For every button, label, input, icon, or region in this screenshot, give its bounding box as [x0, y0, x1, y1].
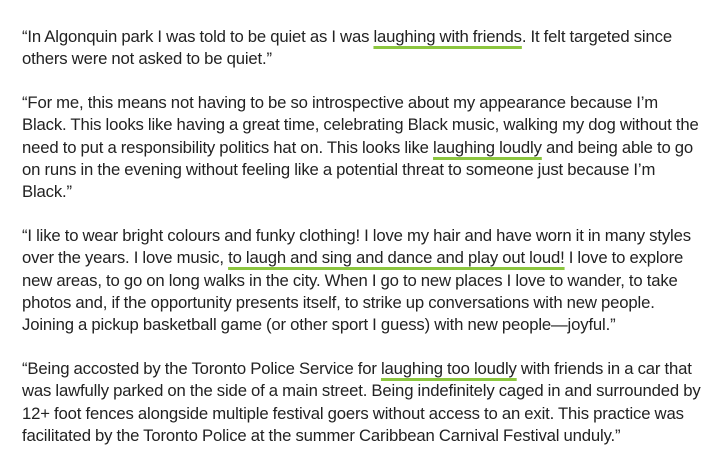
highlighted-phrase: laughing loudly	[433, 137, 542, 157]
highlighted-phrase: to laugh and sing and dance and play out loud!	[228, 248, 565, 268]
quote-text: “In Algonquin park I was told to be quiet as I was	[22, 27, 374, 46]
quote-text: “Being accosted by the Toronto Police Service for	[22, 358, 381, 378]
quote-algonquin-park	[22, 26, 706, 71]
quote-text: with friends in a car that was lawfully parked on the side of a main street. Being indefinitely caged in and surrounded by 12+ foot fences alongside multiple festival goers without access to an exit. This practice was facilitated by the Toronto Police at the summer Caribbean Carnival Festival unduly.”	[22, 358, 701, 446]
highlighted-phrase: laughing too loudly	[380, 358, 517, 378]
quote-text: . It felt targeted since others were not asked to be quiet.”	[22, 27, 672, 69]
quote-text: I love to explore new areas, to go on long walks in the city. When I go to new places I love to wander, to take photos and, if the opportunity presents itself, to strike up conversations with new people. Joining a pickup basketball game (or other sport I guess) with new people—joyful.”	[22, 248, 684, 335]
quote-text: “I like to wear bright colours and funky clothing! I love my hair and have worn it in many styles over the years. I love music,	[22, 225, 691, 268]
quote-bright-colours	[22, 225, 706, 337]
quote-toronto-police	[22, 358, 706, 448]
quote-introspective-appearance	[22, 92, 706, 204]
quote-text: and being able to go on runs in the evening without feeling like a potential threat to someone just because I’m Black.”	[22, 137, 694, 202]
highlighted-phrase: laughing with friends	[373, 27, 522, 46]
quote-text: “For me, this means not having to be so introspective about my appearance because I’m Black. This looks like having a great time, celebrating Black music, walking my dog without the need to put a responsibility politics hat on. This looks like	[22, 92, 699, 157]
quote-list	[22, 26, 706, 469]
